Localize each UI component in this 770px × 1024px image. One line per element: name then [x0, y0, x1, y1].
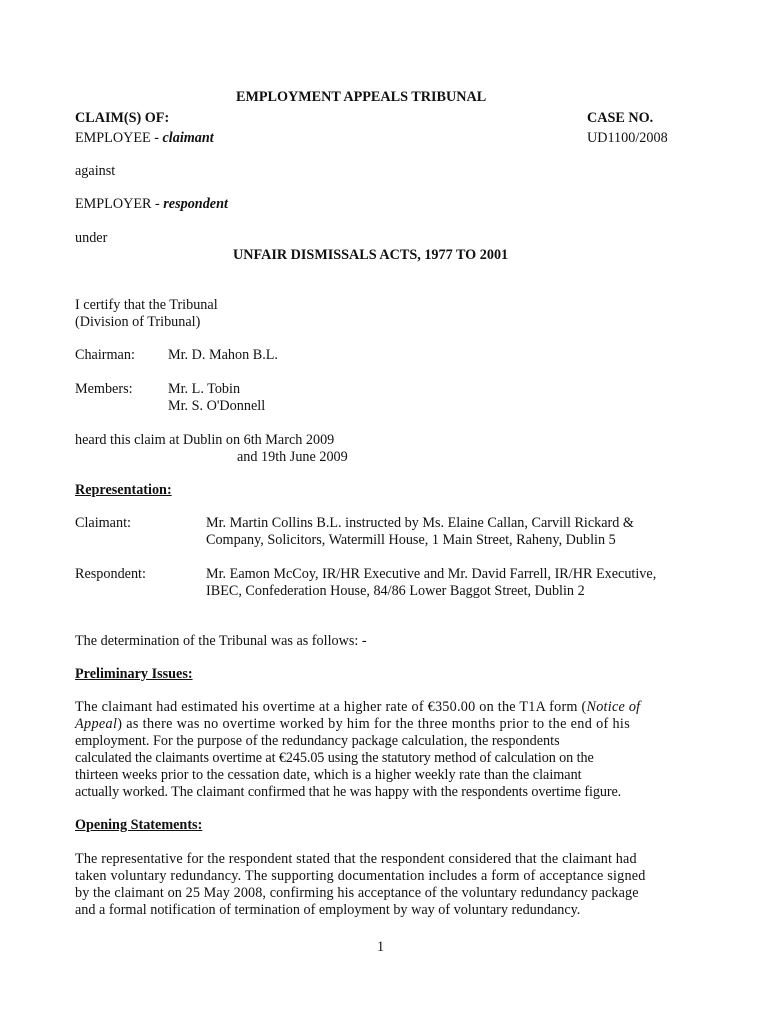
heard-line-1: heard this claim at Dublin on 6th March 2009 — [75, 432, 335, 448]
claimant-rep-line-1: Mr. Martin Collins B.L. instructed by Ms. Elaine Callan, Carvill Rickard & — [206, 515, 634, 531]
against-text: against — [75, 163, 116, 179]
opening-line-2: taken voluntary redundancy. The supporting documentation includes a form of acceptance signed — [75, 868, 646, 884]
prelim-line-1-text: The claimant had estimated his overtime at a higher rate of €350.00 on the T1A form ( — [75, 699, 587, 715]
chairman-name: Mr. D. Mahon B.L. — [168, 347, 278, 363]
opening-line-4: and a formal notification of termination of employment by way of voluntary redundancy. — [75, 902, 581, 918]
acts-title: UNFAIR DISMISSALS ACTS, 1977 TO 2001 — [233, 247, 509, 263]
prelim-line-1 — [75, 699, 695, 716]
employer-role: respondent — [163, 196, 228, 212]
tribunal-title: EMPLOYMENT APPEALS TRIBUNAL — [236, 89, 487, 105]
certify-line-2: (Division of Tribunal) — [75, 314, 201, 330]
members-label: Members: — [75, 381, 133, 397]
member-1: Mr. L. Tobin — [168, 381, 241, 397]
member-2: Mr. S. O'Donnell — [168, 398, 266, 414]
claims-of-label: CLAIM(S) OF: — [75, 110, 170, 126]
notice-of-text: Notice of — [586, 699, 641, 715]
prelim-line-5: thirteen weeks prior to the cessation date, which is a higher weekly rate than the claimant — [75, 767, 582, 783]
under-text: under — [75, 230, 108, 246]
prelim-line-4: calculated the claimants overtime at €245.05 using the statutory method of calculation on the — [75, 750, 594, 766]
preliminary-heading: Preliminary Issues: — [75, 666, 193, 682]
opening-line-3: by the claimant on 25 May 2008, confirming his acceptance of the voluntary redundancy package — [75, 885, 639, 901]
representation-heading: Representation: — [75, 482, 172, 498]
case-number: UD1100/2008 — [587, 130, 668, 146]
employee-prefix: EMPLOYEE - — [75, 130, 163, 146]
appeal-text: Appeal — [75, 716, 118, 732]
heard-line-2: and 19th June 2009 — [237, 449, 348, 465]
case-no-label: CASE NO. — [587, 110, 654, 126]
respondent-label: Respondent: — [75, 566, 146, 582]
opening-line-1: The representative for the respondent stated that the respondent considered that the claimant had — [75, 851, 637, 867]
prelim-line-2-text: ) as there was no overtime worked by him for the three months prior to the end of his — [117, 716, 631, 732]
opening-heading: Opening Statements: — [75, 817, 203, 833]
prelim-line-3: employment. For the purpose of the redundancy package calculation, the respondents — [75, 733, 560, 749]
respondent-rep-line-1: Mr. Eamon McCoy, IR/HR Executive and Mr. David Farrell, IR/HR Executive, — [206, 566, 657, 582]
certify-line-1: I certify that the Tribunal — [75, 297, 218, 313]
employer-prefix: EMPLOYER - — [75, 196, 164, 212]
employee-line — [75, 130, 214, 147]
employer-line — [75, 196, 228, 213]
page-number: 1 — [377, 939, 385, 955]
determination-line: The determination of the Tribunal was as follows: - — [75, 633, 367, 649]
employee-role: claimant — [162, 130, 214, 146]
claimant-rep-line-2: Company, Solicitors, Watermill House, 1 Main Street, Raheny, Dublin 5 — [206, 532, 616, 548]
respondent-rep-line-2: IBEC, Confederation House, 84/86 Lower Baggot Street, Dublin 2 — [206, 583, 585, 599]
claimant-label: Claimant: — [75, 515, 131, 531]
chairman-label: Chairman: — [75, 347, 135, 363]
prelim-line-6: actually worked. The claimant confirmed that he was happy with the respondents overtime figure. — [75, 784, 622, 800]
prelim-line-2 — [75, 716, 630, 733]
